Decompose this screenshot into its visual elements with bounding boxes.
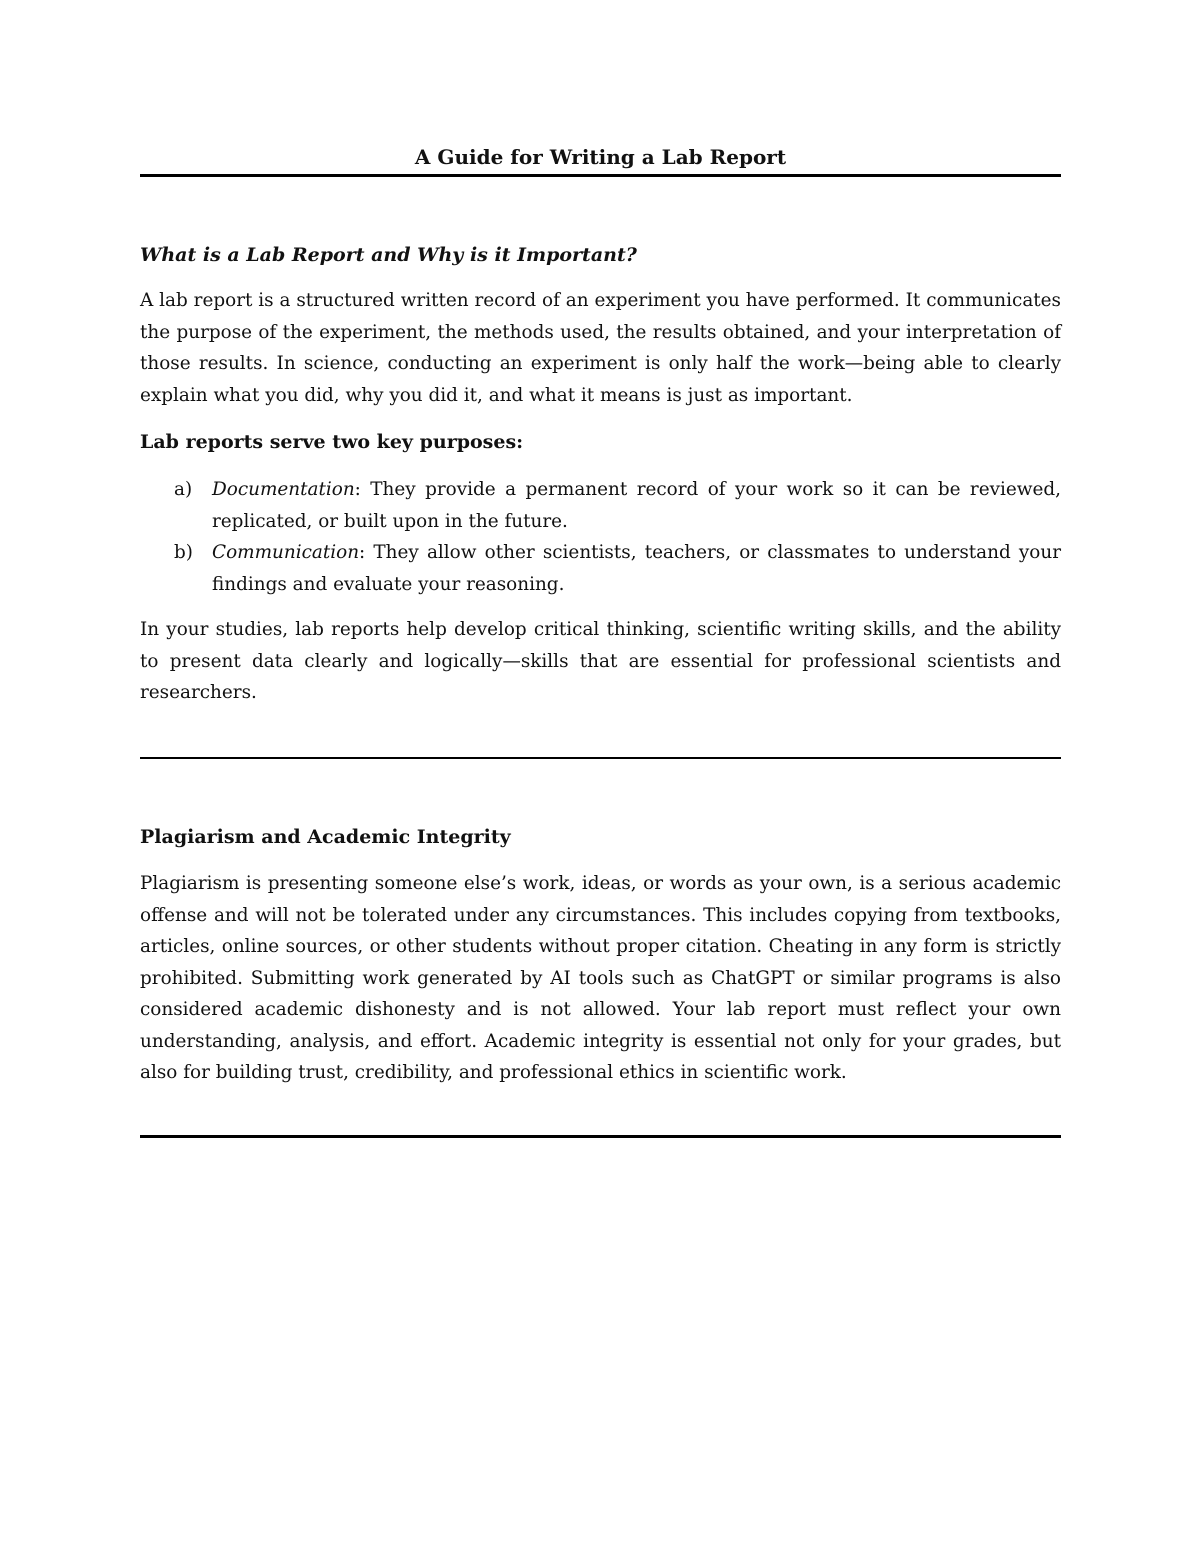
- plagiarism-paragraph: Plagiarism is presenting someone else’s work, ideas, or words as your own, is a serious academic offense and will not be tolerated under any circumstances. This includes copying from textbooks, articles, online sources, or other students without proper citation. Cheating in any form is strictly prohibited. Submitting work generated by AI tools such as ChatGPT or similar programs is also considered academic dishonesty and is not allowed. Your lab report must reflect your own understanding, analysis, and effort. Academic integrity is essential not only for your grades, but also for building trust, credibility, and professional ethics in scientific work.: [140, 873, 1061, 1083]
- list-marker: a): [174, 479, 193, 500]
- list-item: [140, 537, 1061, 600]
- purpose-description: : They provide a permanent record of your work so it can be reviewed, replicated, or built upon in the future.: [212, 479, 1061, 532]
- purposes-heading: Lab reports serve two key purposes:: [140, 431, 524, 453]
- title-underline: [140, 174, 1061, 177]
- purpose-description: : They allow other scientists, teachers, or classmates to understand your findings and evaluate your reasoning.: [212, 542, 1061, 595]
- section-divider: [140, 757, 1061, 759]
- list-item: [140, 474, 1061, 537]
- purpose-term: Documentation: [212, 479, 355, 500]
- purpose-term: Communication: [212, 542, 360, 563]
- list-marker: b): [174, 542, 193, 563]
- purposes-list: [140, 474, 1061, 600]
- section-heading-plagiarism: Plagiarism and Academic Integrity: [140, 826, 511, 848]
- bottom-rule: [140, 1135, 1061, 1138]
- closing-paragraph: In your studies, lab reports help develop critical thinking, scientific writing skills, and the ability to present data clearly and logically—skills that are essential for professional scientists and researchers.: [140, 619, 1061, 703]
- intro-paragraph: A lab report is a structured written record of an experiment you have performed. It communicates the purpose of the experiment, the methods used, the results obtained, and your interpretation of those results. In science, conducting an experiment is only half the work—being able to clearly explain what you did, why you did it, and what it means is just as important.: [140, 290, 1061, 406]
- section-heading-lab-report: What is a Lab Report and Why is it Important?: [140, 244, 637, 266]
- document-title: A Guide for Writing a Lab Report: [414, 145, 787, 169]
